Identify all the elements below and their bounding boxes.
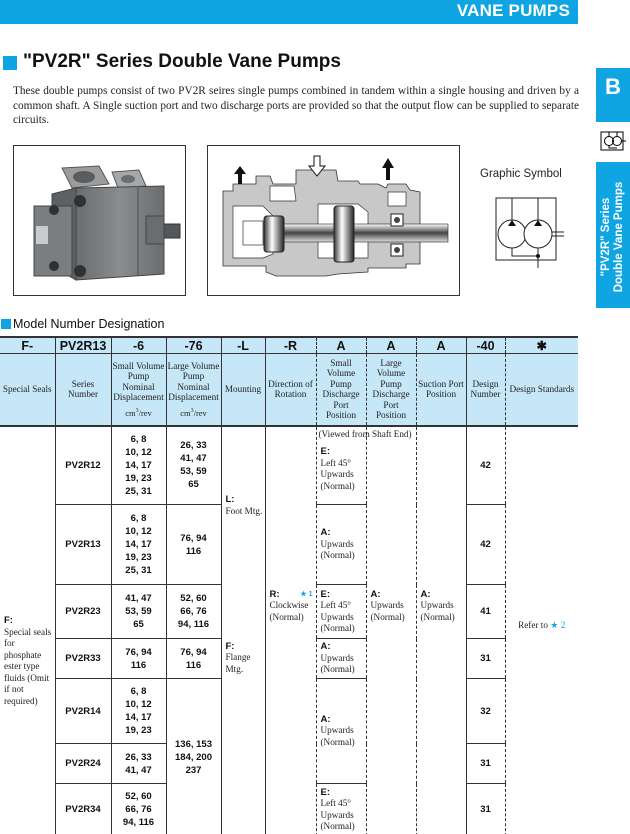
design-standards-note: Refer to ★ 2 <box>505 426 578 834</box>
graphic-symbol-label: Graphic Symbol <box>480 168 562 180</box>
small-displacement: 41, 47 53, 59 65 <box>111 585 166 639</box>
code-rotation: -R <box>265 337 316 354</box>
header-design-standards: Design Standards <box>505 354 578 426</box>
small-displacement: 26, 33 41, 47 <box>111 744 166 784</box>
rotation-option: R: ★ 1 Clockwise (Normal) <box>265 426 316 834</box>
large-displacement: 136, 153 184, 200 237 <box>166 679 221 834</box>
cross-section-diagram <box>207 145 460 296</box>
large-displacement: 26, 33 41, 47 53, 59 65 <box>166 426 221 505</box>
small-displacement: 6, 8 10, 12 14, 17 19, 23 <box>111 679 166 744</box>
header-small-disp: Small Volume Pump Nominal Displacement $cm^3$/rev <box>111 354 166 426</box>
header-design-number: Design Number <box>466 354 505 426</box>
section-label: VANE PUMPS <box>456 1 570 20</box>
title-bullet-icon <box>3 56 17 70</box>
hydraulic-double-pump-symbol-icon <box>486 190 566 275</box>
section-banner <box>0 0 578 24</box>
pump-photo <box>13 145 186 296</box>
chapter-letter: B <box>605 74 621 99</box>
series-number: PV2R33 <box>55 639 111 679</box>
code-large-disp: -76 <box>166 337 221 354</box>
code-special-seals: F- <box>0 337 55 354</box>
code-small-disp: -6 <box>111 337 166 354</box>
design-number: 31 <box>466 744 505 784</box>
code-suction-port: A <box>416 337 466 354</box>
small-displacement: 76, 94 116 <box>111 639 166 679</box>
small-port-position: A: Upwards (Normal) <box>316 505 366 585</box>
small-port-position: A: Upwards (Normal) <box>316 679 366 784</box>
code-mounting: -L <box>221 337 265 354</box>
small-port-position: E: Left 45° Upwards (Normal) <box>316 784 366 834</box>
code-large-port: A <box>366 337 416 354</box>
design-number: 42 <box>466 505 505 585</box>
chapter-side-tab[interactable] <box>596 68 630 308</box>
mnd-bullet-icon <box>1 319 11 329</box>
small-port-position: A: Upwards (Normal) <box>316 639 366 679</box>
series-number: PV2R23 <box>55 585 111 639</box>
header-mounting: Mounting <box>221 354 265 426</box>
small-displacement: 6, 8 10, 12 14, 17 19, 23 25, 31 <box>111 505 166 585</box>
chapter-side-text: "PV2R" Series Double Vane Pumps <box>600 181 625 293</box>
series-number: PV2R13 <box>55 505 111 585</box>
special-seals-option: F: Special seals for phosphate ester type fluids (Omit if not required) <box>4 615 52 706</box>
header-rotation: Direction of Rotation <box>265 354 316 426</box>
header-series: Series Number <box>55 354 111 426</box>
series-number: PV2R34 <box>55 784 111 834</box>
design-number: 42 <box>466 426 505 505</box>
header-large-disp: Large Volume Pump Nominal Displacement $cm^3$/rev <box>166 354 221 426</box>
code-row <box>0 337 578 354</box>
page-title: "PV2R" Series Double Vane Pumps <box>23 51 341 72</box>
mounting-foot: L: Foot Mtg. <box>221 426 265 585</box>
note-1-star-icon: ★ 1 <box>300 590 313 598</box>
model-designation-title: Model Number Designation <box>13 317 165 331</box>
code-series: PV2R13 <box>55 337 111 354</box>
design-number: 31 <box>466 784 505 834</box>
model-designation-table <box>0 336 578 834</box>
header-large-port: Large Volume Pump Discharge Port Position <box>366 354 416 426</box>
series-number: PV2R12 <box>55 426 111 505</box>
header-special-seals: Special Seals <box>0 354 55 426</box>
table-row <box>0 426 578 505</box>
small-displacement: 6, 8 10, 12 14, 17 19, 23 25, 31 <box>111 426 166 505</box>
small-port-position: E: Left 45° Upwards (Normal) <box>316 585 366 639</box>
header-row <box>0 354 578 426</box>
suction-port-position: A: Upwards (Normal) <box>416 426 466 834</box>
large-displacement: 76, 94 116 <box>166 639 221 679</box>
series-number: PV2R14 <box>55 679 111 744</box>
large-port-position: A: Upwards (Normal) <box>366 426 416 834</box>
note-2-star-icon: ★ 2 <box>550 620 566 631</box>
header-suction-port: Suction Port Position <box>416 354 466 426</box>
small-displacement: 52, 60 66, 76 94, 116 <box>111 784 166 834</box>
large-displacement: 52, 60 66, 76 94, 116 <box>166 585 221 639</box>
series-number: PV2R24 <box>55 744 111 784</box>
double-pump-symbol-icon <box>596 122 630 162</box>
header-small-port: Small Volume Pump Discharge Port Position <box>316 354 366 426</box>
design-number: 32 <box>466 679 505 744</box>
large-displacement: 76, 94 116 <box>166 505 221 585</box>
design-number: 41 <box>466 585 505 639</box>
code-design-number: -40 <box>466 337 505 354</box>
small-port-position: (Viewed from Shaft End) E: Left 45° Upwards (Normal) <box>316 426 366 505</box>
intro-paragraph: These double pumps consist of two PV2R seires single pumps combined in tandem within a single housing and driven by a common shaft. A Single suction port and two discharge ports are provided so that the output flow can be supplied to separate circuits. <box>13 85 579 127</box>
code-small-port: A <box>316 337 366 354</box>
mounting-flange: F: Flange Mtg. <box>221 585 265 834</box>
design-number: 31 <box>466 639 505 679</box>
code-design-standards: ✱ <box>505 337 578 354</box>
